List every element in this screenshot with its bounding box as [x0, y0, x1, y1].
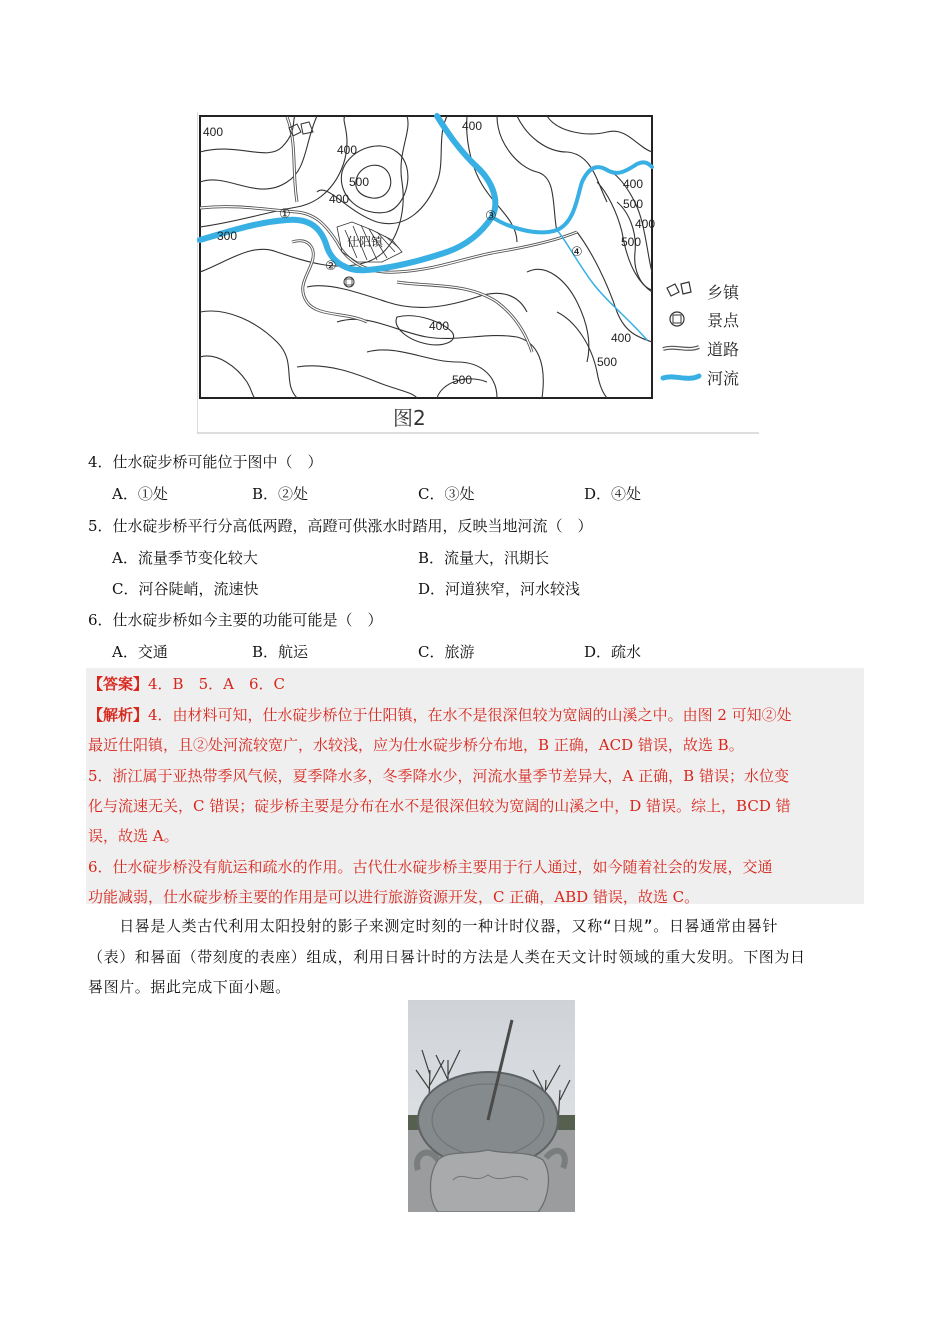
- contour-label: 500: [452, 373, 473, 387]
- contour-label: 400: [623, 177, 644, 191]
- scenic-spot-icon: [670, 312, 684, 326]
- analysis-tag: 【解析】: [88, 706, 149, 724]
- q4-option-b: B．②处: [252, 485, 309, 503]
- sundial-illustration: [408, 1000, 575, 1212]
- analysis-line-4: 化与流速无关，C 错误；碇步桥主要是分布在水不是很深但较为宽阔的山溪之中，D 错误。综上，BCD 错: [88, 797, 791, 815]
- intro-line-2: （表）和晷面（带刻度的表座）组成，利用日晷计时的方法是人类在天文计时领域的重大发明。下图为日: [88, 948, 806, 966]
- answer-line: [88, 674, 285, 694]
- marker-4: ④: [571, 245, 583, 260]
- contour-label: 400: [611, 331, 632, 345]
- sundial-photo: [408, 1000, 575, 1212]
- q5-option-a: A．流量季节变化较大: [112, 549, 258, 567]
- q6-option-d: D．疏水: [584, 643, 642, 661]
- contour-label: 500: [621, 235, 642, 249]
- analysis-line-3: 5．浙江属于亚热带季风气候，夏季降水多，冬季降水少，河流水量季节差异大，A 正确，B 错误；水位变: [88, 767, 789, 785]
- q4-option-c: C．③处: [418, 485, 475, 503]
- scenic-spot-icon-map: [344, 277, 354, 287]
- town-label: 仕阳镇: [347, 235, 384, 249]
- contour-label: 400: [635, 217, 656, 231]
- contour-label: 500: [597, 355, 618, 369]
- analysis-line-7: 功能减弱，仕水碇步桥主要的作用是可以进行旅游资源开发，C 正确，ABD 错误，故选 C。: [88, 888, 700, 906]
- contour-label: 400: [329, 192, 350, 206]
- answer-text: 4．B 5．A 6．C: [148, 675, 285, 693]
- question-5-stem: 5．仕水碇步桥平行分高低两蹬，高蹬可供涨水时踏用，反映当地河流（ ）: [88, 517, 593, 535]
- answer-tag: 【答案】: [88, 675, 149, 693]
- contour-label: 300: [217, 229, 238, 243]
- analysis-line-1: [88, 705, 792, 725]
- contour-label: 400: [429, 319, 450, 333]
- contour-label: 500: [623, 197, 644, 211]
- legend-town-label: 乡镇: [707, 283, 740, 302]
- q6-option-b: B．航运: [252, 643, 309, 661]
- q4-option-d: D．④处: [584, 485, 642, 503]
- analysis-text-1: 4．由材料可知，仕水碇步桥位于仕阳镇，在水不是很深但较为宽阔的山溪之中。由图 2 可知②处: [148, 706, 792, 724]
- analysis-line-5: 误，故选 A。: [88, 827, 179, 845]
- map-caption: 图2: [393, 406, 426, 430]
- contour-label: 500: [349, 175, 370, 189]
- q5-option-d: D．河道狭窄，河水较浅: [418, 580, 581, 598]
- legend-scenic-label: 景点: [707, 311, 740, 330]
- contour-label: 400: [337, 143, 358, 157]
- lotus-base: [431, 1150, 549, 1212]
- marker-2: ②: [325, 259, 337, 274]
- question-6-stem: 6．仕水碇步桥如今主要的功能可能是（ ）: [88, 611, 383, 629]
- contour-label: 400: [462, 119, 483, 133]
- q4-option-a: A．①处: [112, 485, 168, 503]
- analysis-line-6: 6．仕水碇步桥没有航运和疏水的作用。古代仕水碇步桥主要用于行人通过，如今随着社会的发展，交通: [88, 858, 773, 876]
- q6-option-c: C．旅游: [418, 643, 475, 661]
- q5-option-c: C．河谷陡峭，流速快: [112, 580, 259, 598]
- q6-option-a: A．交通: [112, 643, 168, 661]
- topographic-map: [197, 112, 759, 434]
- legend-river-label: 河流: [707, 369, 740, 388]
- contour-label: 400: [203, 125, 224, 139]
- river-icon: [663, 376, 699, 378]
- question-4-stem: 4．仕水碇步桥可能位于图中（ ）: [88, 453, 323, 471]
- intro-line-3: 晷图片。据此完成下面小题。: [88, 978, 291, 996]
- legend-road-label: 道路: [707, 340, 740, 359]
- marker-1: ①: [279, 207, 291, 222]
- map-svg: [197, 112, 759, 434]
- road-icon: [663, 347, 699, 349]
- q5-option-b: B．流量大，汛期长: [418, 549, 550, 567]
- intro-line-1: 日晷是人类古代利用太阳投射的影子来测定时刻的一种计时仪器，又称“日规”。日晷通常由晷针: [88, 917, 779, 935]
- marker-3: ③: [485, 209, 497, 224]
- analysis-line-2: 最近仕阳镇，且②处河流较宽广，水较浅，应为仕水碇步桥分布地，B 正确，ACD 错误，故选 B。: [88, 736, 744, 754]
